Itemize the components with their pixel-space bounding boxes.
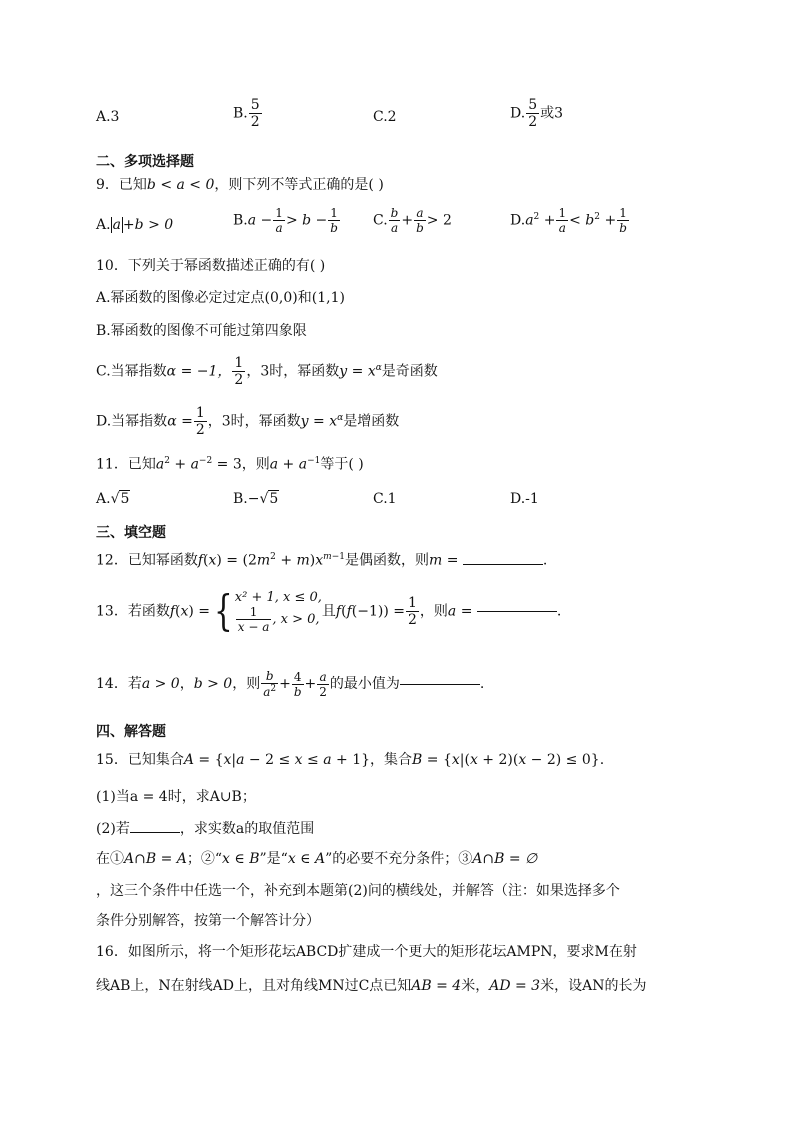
q11-stem: 11．已知$a^2 + a^{-2} = 3$，则$a + a^{-1}$等于( ) xyxy=(96,456,364,473)
q8-option-a: A.3 xyxy=(96,109,120,125)
q16-line-1: 16．如图所示，将一个矩形花坛ABCD扩建成一个更大的矩形花坛AMPN，要求M在射 xyxy=(96,944,637,960)
q9-stem: 9．已知b < a < 0，则下列不等式正确的是( ) xyxy=(96,177,384,193)
q8-option-b: B. $\frac{5}{2}$ xyxy=(233,97,260,130)
q10-stem: 10．下列关于幂函数描述正确的有( ) xyxy=(96,258,326,274)
q15-stem: 15．已知集合A = {x|a − 2 ≤ x ≤ a + 1}，集合B = {x|(x + 2)(x − 2) ≤ 0}. xyxy=(96,752,605,768)
q9-option-c: C. $\frac{b}{a}$ + $\frac{a}{b}$ > 2 xyxy=(373,206,452,235)
q11-option-c: C.1 xyxy=(373,491,397,507)
q9-option-a: A. a +b > 0 xyxy=(96,217,174,233)
section-heading-fill-in: 三、填空题 xyxy=(96,525,166,541)
fraction: $\frac{5}{2}$ xyxy=(528,97,538,130)
condition-blank[interactable] xyxy=(130,832,180,833)
q10-option-a: A.幂函数的图像必定过定点(0,0)和(1,1) xyxy=(96,290,345,306)
q12-stem: 12．已知幂函数$f(x) = (2m^2 + m)x^{m-1}$是偶函数，则m = . xyxy=(96,552,548,569)
answer-blank[interactable] xyxy=(477,611,557,612)
q14-stem: 14．若a > 0，b > 0，则 $\frac{b}{a^2}$ + $\frac{4}{b}$ + $\frac{a}{2}$ 的最小值为 . xyxy=(96,669,485,699)
q10-option-c: C.当幂指数α = −1， $\frac{1}{2}$ ，3时，幂函数$y = x^\alpha$是奇函数 xyxy=(96,355,438,388)
q15-line-3: 条件分别解答，按第一个解答计分） xyxy=(96,913,320,929)
q8-option-d: D. $\frac{5}{2}$ 或3 xyxy=(510,97,564,130)
piecewise-cases: x² + 1, x ≤ 0, $\frac{1}{x - a}$ , x > 0, xyxy=(234,590,322,634)
q15-part-2: (2)若 ，求实数a的取值范围 xyxy=(96,821,315,837)
q15-line-2: ，这三个条件中任选一个，补充到本题第(2)问的横线处，并解答（注：如果选择多个 xyxy=(96,883,620,899)
answer-blank[interactable] xyxy=(463,564,543,565)
q10-option-d: D.当幂指数α = $\frac{1}{2}$ ，3时，幂函数$y = x^\alpha$是增函数 xyxy=(96,405,400,438)
answer-blank[interactable] xyxy=(400,684,480,685)
q11-option-b: B.−√5 xyxy=(233,491,279,507)
section-heading-multi-choice: 二、多项选择题 xyxy=(96,154,194,170)
q16-line-2: 线AB上，N在射线AD上，且对角线MN过C点已知AB = 4米，AD = 3米，设AN的长为 xyxy=(96,978,647,994)
q8-option-c: C.2 xyxy=(373,109,397,125)
q15-conditions: 在①A∩B = A；②“x ∈ B”是“x ∈ A”的必要不充分条件；③A∩B = ∅ xyxy=(96,851,538,867)
q11-option-d: D.-1 xyxy=(510,491,539,507)
q13-stem: 13．若函数f(x) ={ x² + 1, x ≤ 0, $\frac{1}{x - a}$ , x > 0, 且f(f(−1)) = $\frac{1}{2}$ ，则a = . xyxy=(96,586,562,636)
q10-option-b: B.幂函数的图像不可能过第四象限 xyxy=(96,323,307,339)
q9-option-b: B.a − $\frac{1}{a}$ > b − $\frac{1}{b}$ xyxy=(233,206,338,235)
q15-part-1: (1)当a = 4时，求A∪B； xyxy=(96,789,256,805)
q11-option-a: A.√5 xyxy=(96,491,130,507)
section-heading-solve: 四、解答题 xyxy=(96,724,166,740)
fraction: $\frac{5}{2}$ xyxy=(250,97,260,130)
q9-option-d: $D.a^2$ + $\frac{1}{a}$ < $b^2$ + $\frac{1}{b}$ xyxy=(510,206,627,235)
